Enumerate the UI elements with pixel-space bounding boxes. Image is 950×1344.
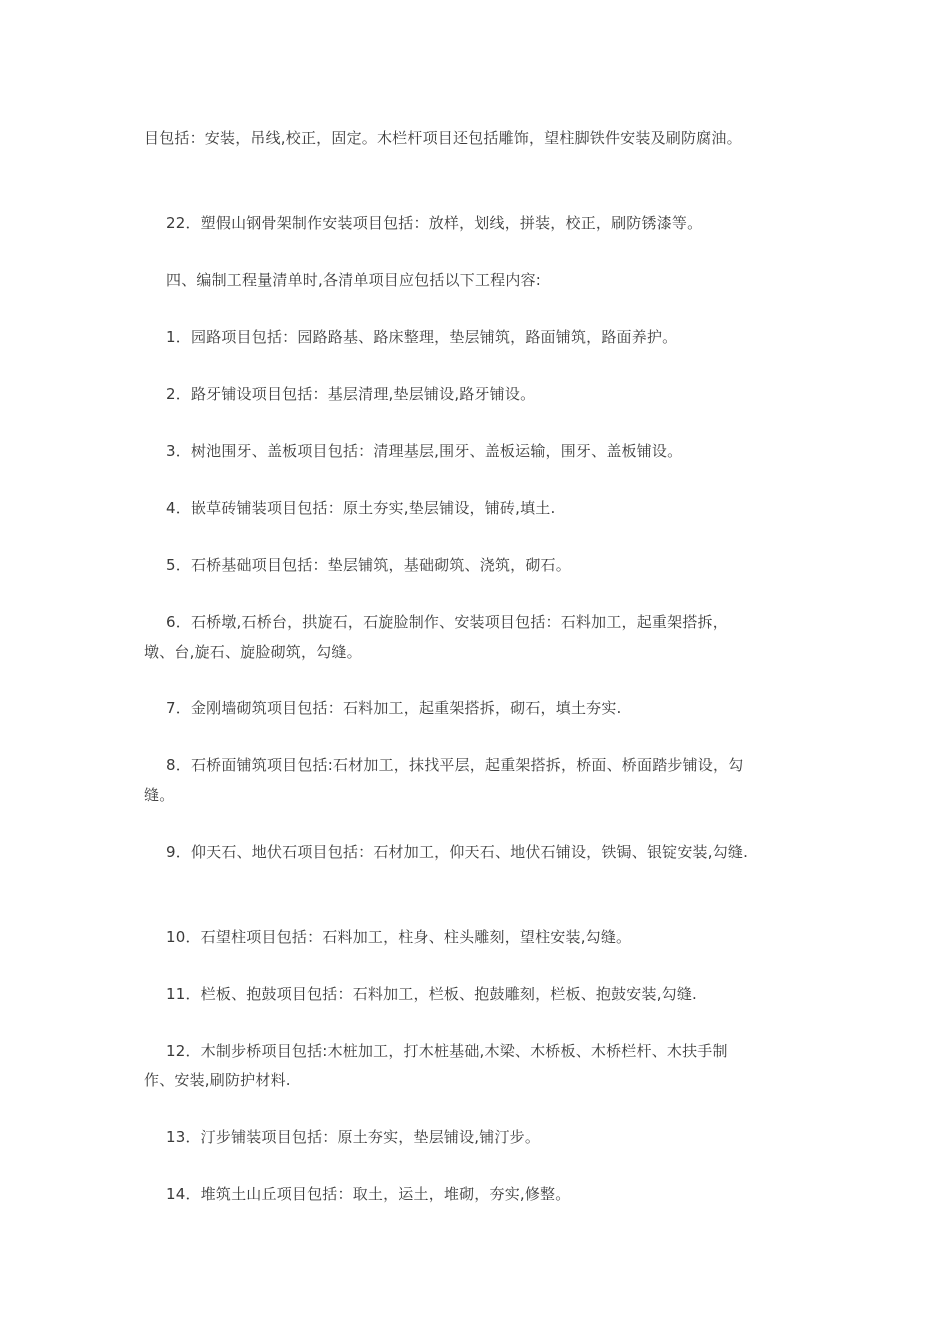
text-line-item-10: 10．石望柱项目包括：石料加工，柱身、柱头雕刻，望柱安装,勾缝。 xyxy=(166,928,632,946)
text-line-item-1: 1．园路项目包括：园路路基、路床整理，垫层铺筑，路面铺筑，路面养护。 xyxy=(166,328,678,346)
text-line-item-8: 8．石桥面铺筑项目包括:石材加工，抹找平层，起重架搭拆，桥面、桥面踏步铺设，勾 xyxy=(166,756,744,774)
text-line-item-11: 11．栏板、抱鼓项目包括：石料加工，栏板、抱鼓雕刻，栏板、抱鼓安装,勾缝. xyxy=(166,985,698,1003)
text-line-item-3: 3．树池围牙、盖板项目包括：清理基层,围牙、盖板运输，围牙、盖板铺设。 xyxy=(166,442,683,460)
text-line-item-5: 5．石桥基础项目包括：垫层铺筑，基础砌筑、浇筑，砌石。 xyxy=(166,556,571,574)
text-line-item-22: 22．塑假山钢骨架制作安装项目包括：放样，划线，拼装，校正，刷防锈漆等。 xyxy=(166,214,703,232)
text-line-item-9: 9．仰天石、地伏石项目包括：石材加工，仰天石、地伏石铺设，铁锔、银锭安装,勾缝. xyxy=(166,843,749,861)
text-line-item-6: 6．石桥墩,石桥台，拱旋石，石旋脸制作、安装项目包括：石料加工，起重架搭拆， xyxy=(166,613,728,631)
text-line-continuation-21: 目包括：安装，吊线,校正，固定。木栏杆项目还包括雕饰，望柱脚铁件安装及刷防腐油。 xyxy=(144,129,742,147)
text-line-item-13: 13．汀步铺装项目包括：原土夯实，垫层铺设,铺汀步。 xyxy=(166,1128,541,1146)
text-line-item-4: 4．嵌草砖铺装项目包括：原土夯实,垫层铺设，铺砖,填土. xyxy=(166,499,556,517)
text-line-item-14: 14．堆筑土山丘项目包括：取土，运土，堆砌，夯实,修整。 xyxy=(166,1185,571,1203)
text-line-item-12-cont: 作、安装,刷防护材料. xyxy=(144,1071,291,1089)
text-line-item-12: 12．木制步桥项目包括:木桩加工，打木桩基础,木梁、木桥板、木桥栏杆、木扶手制 xyxy=(166,1042,728,1060)
section-heading-4: 四、编制工程量清单时,各清单项目应包括以下工程内容: xyxy=(166,271,542,289)
text-line-item-2: 2．路牙铺设项目包括：基层清理,垫层铺设,路牙铺设。 xyxy=(166,385,536,403)
text-line-item-8-cont: 缝。 xyxy=(144,786,175,804)
text-line-item-6-cont: 墩、台,旋石、旋脸砌筑，勾缝。 xyxy=(144,643,362,661)
text-line-item-7: 7．金刚墙砌筑项目包括：石料加工，起重架搭拆，砌石，填土夯实. xyxy=(166,699,622,717)
